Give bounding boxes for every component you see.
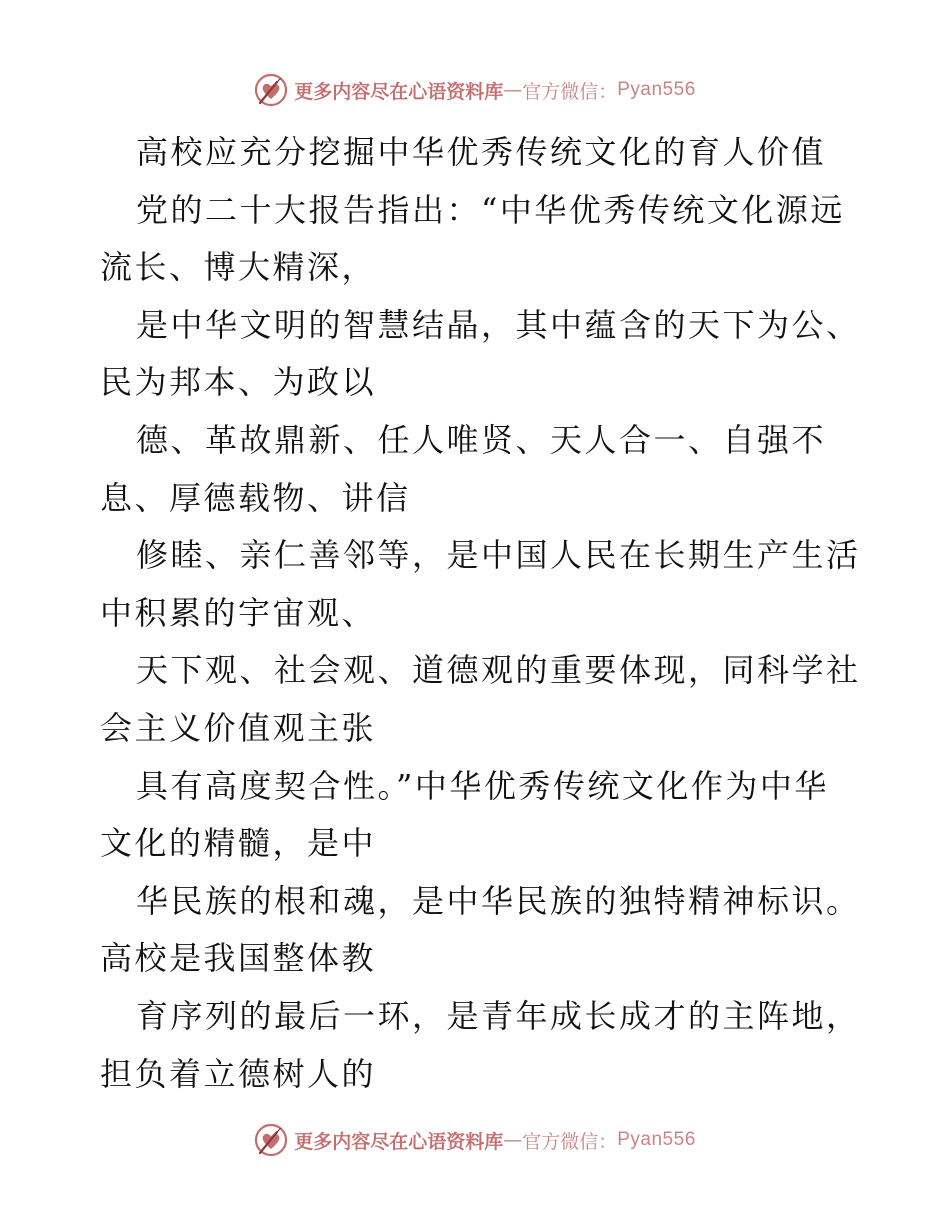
banner-label: 官方微信： xyxy=(522,1130,618,1153)
header-watermark-banner xyxy=(0,70,950,110)
banner-handle: Pyan556 xyxy=(617,79,696,100)
paragraph-line: 高校应充分挖掘中华优秀传统文化的育人价值 xyxy=(136,133,827,171)
paragraph-line: 修睦、亲仁善邻等，是中国人民在长期生产生活 xyxy=(136,536,861,575)
paragraph-line: 具有高度契合性。”中华优秀传统文化作为中华 xyxy=(136,766,829,805)
footer-watermark-banner xyxy=(0,1120,950,1160)
paragraph-line: 是中华文明的智慧结晶，其中蕴含的天下为公、 xyxy=(136,305,861,344)
paragraph-line: 育序列的最后一环，是青年成长成才的主阵地， xyxy=(136,996,861,1035)
heart-pen-logo-icon xyxy=(254,73,288,107)
banner-label: 官方微信： xyxy=(522,80,618,103)
paragraph-line: 流长、博大精深， xyxy=(100,248,377,287)
banner-text: 更多内容尽在心语资料库 xyxy=(294,80,504,103)
paragraph-line: 天下观、社会观、道德观的重要体现，同科学社 xyxy=(136,651,861,690)
banner-separator: — xyxy=(503,79,523,101)
banner-separator: — xyxy=(503,1129,523,1151)
paragraph-line: 华民族的根和魂，是中华民族的独特精神标识。 xyxy=(136,881,861,920)
paragraph-line: 文化的精髓，是中 xyxy=(100,824,377,863)
paragraph-line: 党的二十大报告指出：“中华优秀传统文化源远 xyxy=(136,190,845,229)
document-body xyxy=(100,124,860,1103)
paragraph-line: 民为邦本、为政以 xyxy=(100,363,377,402)
paragraph-line: 担负着立德树人的 xyxy=(100,1054,377,1093)
banner-text: 更多内容尽在心语资料库 xyxy=(294,1130,504,1153)
paragraph-line: 息、厚德载物、讲信 xyxy=(100,478,411,517)
paragraph-line: 德、革故鼎新、任人唯贤、天人合一、自强不 xyxy=(136,420,827,459)
paragraph-line: 高校是我国整体教 xyxy=(100,939,377,978)
paragraph-line: 会主义价值观主张 xyxy=(100,708,377,747)
banner-handle: Pyan556 xyxy=(617,1129,696,1150)
heart-pen-logo-icon xyxy=(254,1123,288,1157)
paragraph-line: 中积累的宇宙观、 xyxy=(100,593,377,632)
